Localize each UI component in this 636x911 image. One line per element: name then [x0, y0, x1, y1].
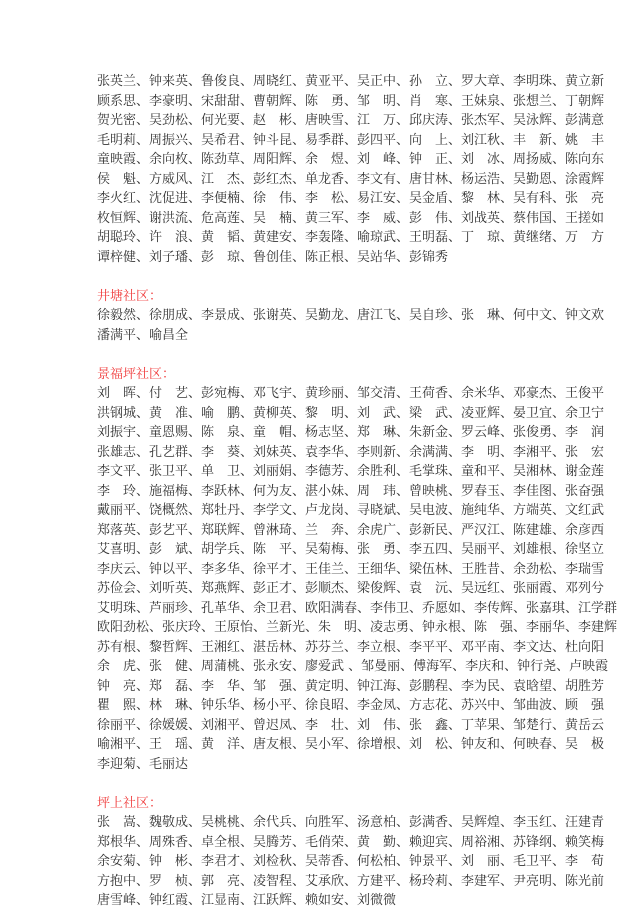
name-list-line: 毛明莉、周振兴、吴希君、钟斗昆、易季群、彭四平、向 上、刘江秋、丰 新、姚 丰	[97, 132, 605, 148]
section-heading: 坪上社区：	[97, 795, 163, 811]
name-list-line: 胡聪玲、许 浪、黄 韬、黄建安、李轰隆、喻琼武、王明磊、丁 琼、黄继绪、万 方	[97, 230, 605, 245]
name-list-line: 喻湘平、王 瑶、黄 洋、唐友根、吴小军、徐增根、刘 松、钟友和、何映春、吴 极	[97, 737, 605, 752]
name-list-line: 戴丽平、饶概然、郑牡丹、李学文、卢龙岗、寻晓斌、吴电波、施纯华、方端英、文红武	[97, 503, 605, 518]
section-spacer	[97, 267, 541, 287]
name-list-line: 郑落英、彭艺平、郑联辉、曾淋琦、兰 奔、余虎广、彭新民、严汉江、陈建雄、余彦西	[97, 522, 605, 538]
name-list-line: 侯 魁、方威风、江 杰、彭红杰、单龙香、李文有、唐甘林、杨运浩、吴勤恩、涂霞辉	[97, 171, 605, 187]
name-list-line: 贺光密、吴劲松、何光要、赵 彬、唐映雪、江 万、邱庆涛、张杰军、吴泳辉、彭满意	[97, 113, 605, 128]
document-page	[97, 72, 618, 911]
name-list-line: 苏有根、黎哲辉、王湘红、湛岳林、苏芬兰、李立根、李平平、邓平南、李文达、杜向阳	[97, 639, 605, 655]
name-list-line: 苏俭会、刘听英、郑燕辉、彭正才、彭顺杰、梁俊辉、袁 沅、吴远红、张丽霞、邓列兮	[97, 581, 605, 596]
name-list-line: 枚恒辉、谢洪流、危高莲、吴 楠、黄三军、李 威、彭 伟、刘战英、蔡伟国、王搓如	[97, 210, 605, 226]
name-list-line: 艾喜明、彭 斌、胡学兵、陈 平、吴菊梅、张 勇、李五四、吴丽平、刘雄根、徐坚立	[97, 542, 605, 557]
name-list-line: 欧阳劲松、张庆玲、王原怡、兰新光、朱 明、凌志勇、钟永根、陈 强、李丽华、李建辉	[97, 620, 618, 635]
name-list-line: 李迎菊、毛丽达	[97, 756, 189, 772]
name-list-line: 童映霞、余向枚、陈劲草、周阳辉、余 煜、刘 峰、钟 正、刘 冰、周扬威、陈向东	[97, 152, 605, 167]
section-spacer	[97, 345, 541, 365]
name-list-line: 余安菊、钟 彬、李君才、刘检秋、吴蒂香、何松柏、钟景平、刘 丽、毛卫平、李 荀	[97, 854, 605, 869]
name-list-line: 徐丽平、徐媛媛、刘湘平、曾迟凤、李 壮、刘 伟、张 鑫、丁苹果、邹楚行、黄岳云	[97, 717, 605, 733]
name-list-line: 李 玲、施福梅、李跃林、何为友、湛小妹、周 玮、曾映桃、罗春玉、李佳图、张奋强	[97, 483, 605, 499]
section-spacer	[97, 774, 541, 794]
name-list-line: 李火红、沈促进、李便楠、徐 伟、李 松、易江安、吴金盾、黎 林、吴有科、张 亮	[97, 191, 605, 206]
name-list-line: 唐雪峰、钟红霞、江显南、江跃辉、赖如安、刘微微	[97, 893, 397, 908]
section-heading: 景福坪社区：	[97, 366, 176, 382]
community-section-pingshang	[97, 794, 605, 911]
name-list-line: 张雄志、孔艺群、李 葵、刘妹英、袁李华、李则新、余满满、李 明、李湘平、张 宏	[97, 444, 605, 460]
section-heading: 井塘社区：	[97, 288, 163, 304]
name-list-line: 瞿 熙、林 琳、钟乐华、杨小平、徐良昭、李金凤、方志花、苏兴中、邹曲波、顾 强	[97, 698, 605, 713]
name-list-line: 谭梓健、刘子璠、彭 琼、鲁创佳、陈正根、吴站华、彭锦秀	[97, 249, 449, 265]
name-list-line: 余 虎、张 健、周蒲桃、张永安、廖爱武 、邹曼丽、傅海军、李庆和、钟行尧、卢映霞	[97, 659, 609, 674]
name-list-line: 张 嵩、魏敬成、吴桃桃、余代兵、向胜军、汤意柏、彭满香、吴辉煌、李玉红、汪建青	[97, 815, 605, 830]
name-list-line: 张英兰、钟来英、鲁俊良、周晓红、黄亚平、吴正中、孙 立、罗大章、李明珠、黄立新	[97, 74, 605, 89]
name-list-line: 洪钢城、黄 准、喻 鹏、黄柳英、黎 明、刘 武、梁 武、凌亚辉、晏卫宜、余卫宁	[97, 405, 605, 421]
name-list-line: 李庆云、钟以平、李多华、徐平才、王佳兰、王细华、梁伍林、王胜昔、余劲松、李瑞雪	[97, 561, 605, 577]
name-list-line: 钟 亮、郑 磊、李 华、邹 强、黄定明、钟江海、彭鹏程、李为民、袁晗望、胡胜芳	[97, 678, 605, 694]
name-list-line: 徐毅然、徐朋成、李景成、张谢英、吴勤龙、唐江飞、吴自珍、张 琳、何中文、钟文欢	[97, 308, 605, 323]
name-list-line: 郑根华、周殊香、卓全根、吴腾芳、毛俏荣、黄 勤、赖迎宾、周裕湘、苏锋纲、赖笑梅	[97, 834, 605, 850]
name-list-line: 潘满平、喻昌全	[97, 327, 189, 343]
name-list-line: 顾系思、李豪明、宋甜甜、曹朝辉、陈 勇、邹 明、肖 寒、王妹泉、张想兰、丁朝辉	[97, 93, 605, 109]
name-list-line: 方抱中、罗 桢、郭 亮、凌智程、艾承欣、方建平、杨玲莉、李建军、尹亮明、陈光前	[97, 873, 605, 889]
name-list-line: 刘振宇、童恩赐、陈 泉、童 帽、杨志坚、郑 琳、朱新金、罗云峰、张俊勇、李 润	[97, 425, 605, 440]
name-list-line: 刘 晖、付 艺、彭宛梅、邓飞宇、黄珍丽、邹交清、王荷香、余米华、邓豪杰、王俊平	[97, 386, 605, 401]
name-list-line: 李文平、张卫平、单 卫、刘丽娟、李德芳、余胜利、毛掌珠、童和平、吴湘林、谢金莲	[97, 464, 605, 479]
community-section-jingfuping	[97, 365, 618, 775]
community-section-jingtang	[97, 287, 605, 346]
name-list-line: 艾明珠、芦丽珍、孔革华、余卫君、欧阳满春、李伟卫、乔愿如、李传辉、张嘉琪、江学群	[97, 600, 618, 616]
name-list-section	[97, 72, 605, 267]
